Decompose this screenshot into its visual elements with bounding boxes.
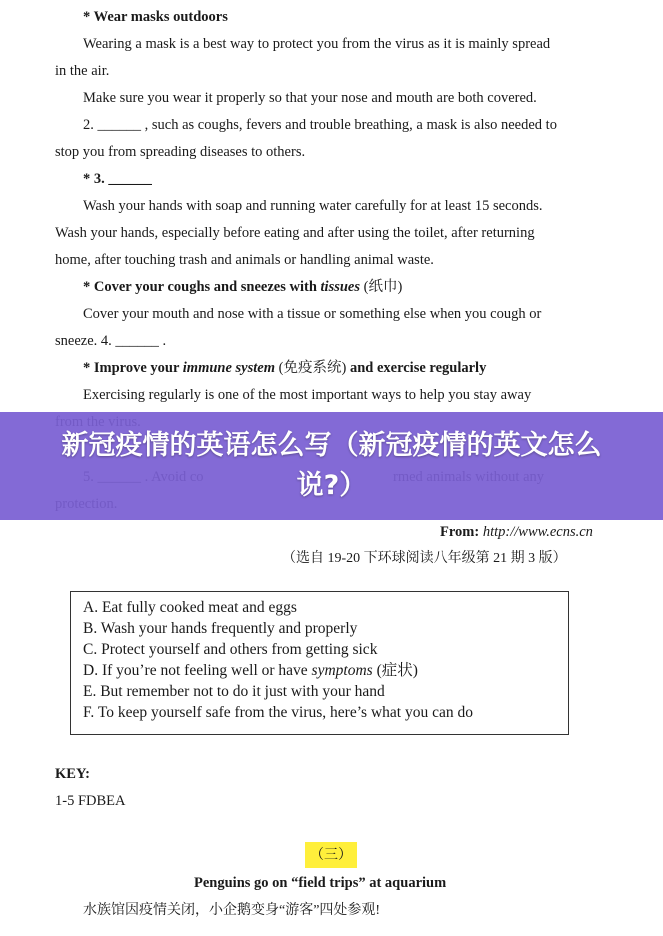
- option-a: A. Eat fully cooked meat and eggs: [83, 599, 297, 616]
- text-line: home, after touching trash and animals or handling animal waste.: [55, 252, 434, 268]
- heading-blank-3: * 3. ______: [83, 171, 152, 187]
- text-line: stop you from spreading diseases to others.: [55, 144, 306, 160]
- section-subtitle: 水族馆因疫情关闭，小企鹅变身“游客”四处参观!: [83, 903, 381, 918]
- text-line: 2. ______ , such as coughs, fevers and trouble breathing, a mask is also needed to: [83, 117, 557, 133]
- text-line: Exercising regularly is one of the most important ways to help you stay away: [83, 387, 532, 403]
- text-line: Make sure you wear it properly so that your nose and mouth are both covered.: [83, 90, 537, 106]
- text-line: Wearing a mask is a best way to protect you from the virus as it is mainly spread: [83, 36, 551, 52]
- text-line: Cover your mouth and nose with a tissue or something else when you cough or: [83, 306, 542, 322]
- key-answer: 1-5 FDBEA: [55, 793, 126, 809]
- text-line: Wash your hands, especially before eating and after using the toilet, after returning: [55, 225, 535, 241]
- source-line: From: http://www.ecns.cn: [440, 524, 593, 540]
- heading-immune-system: * Improve your immune system (免疫系统) and exercise regularly: [83, 360, 487, 376]
- option-f: F. To keep yourself safe from the virus, here’s what you can do: [83, 704, 473, 721]
- heading-cover-coughs: * Cover your coughs and sneezes with tissues (纸巾): [83, 279, 403, 295]
- option-d: D. If you’re not feeling well or have symptoms (症状): [83, 662, 418, 679]
- heading-masks: * Wear masks outdoors: [83, 9, 228, 25]
- section-tag: （三）: [305, 842, 357, 868]
- key-label: KEY:: [55, 766, 90, 782]
- section-title: Penguins go on “field trips” at aquarium: [194, 875, 447, 891]
- option-e: E. But remember not to do it just with your hand: [83, 683, 385, 700]
- banner-title: 新冠疫情的英语怎么写（新冠疫情的英文怎么说?）: [61, 430, 602, 501]
- text-line: sneeze. 4. ______ .: [55, 333, 167, 349]
- text-line: in the air.: [55, 63, 110, 79]
- options-box: [70, 591, 569, 735]
- option-b: B. Wash your hands frequently and properly: [83, 620, 358, 637]
- text-line: Wash your hands with soap and running water carefully for at least 15 seconds.: [83, 198, 543, 214]
- selected-from-note: （选自 19-20 下环球阅读八年级第 21 期 3 版）: [282, 551, 567, 566]
- option-c: C. Protect yourself and others from getting sick: [83, 641, 378, 658]
- title-banner: [0, 412, 663, 520]
